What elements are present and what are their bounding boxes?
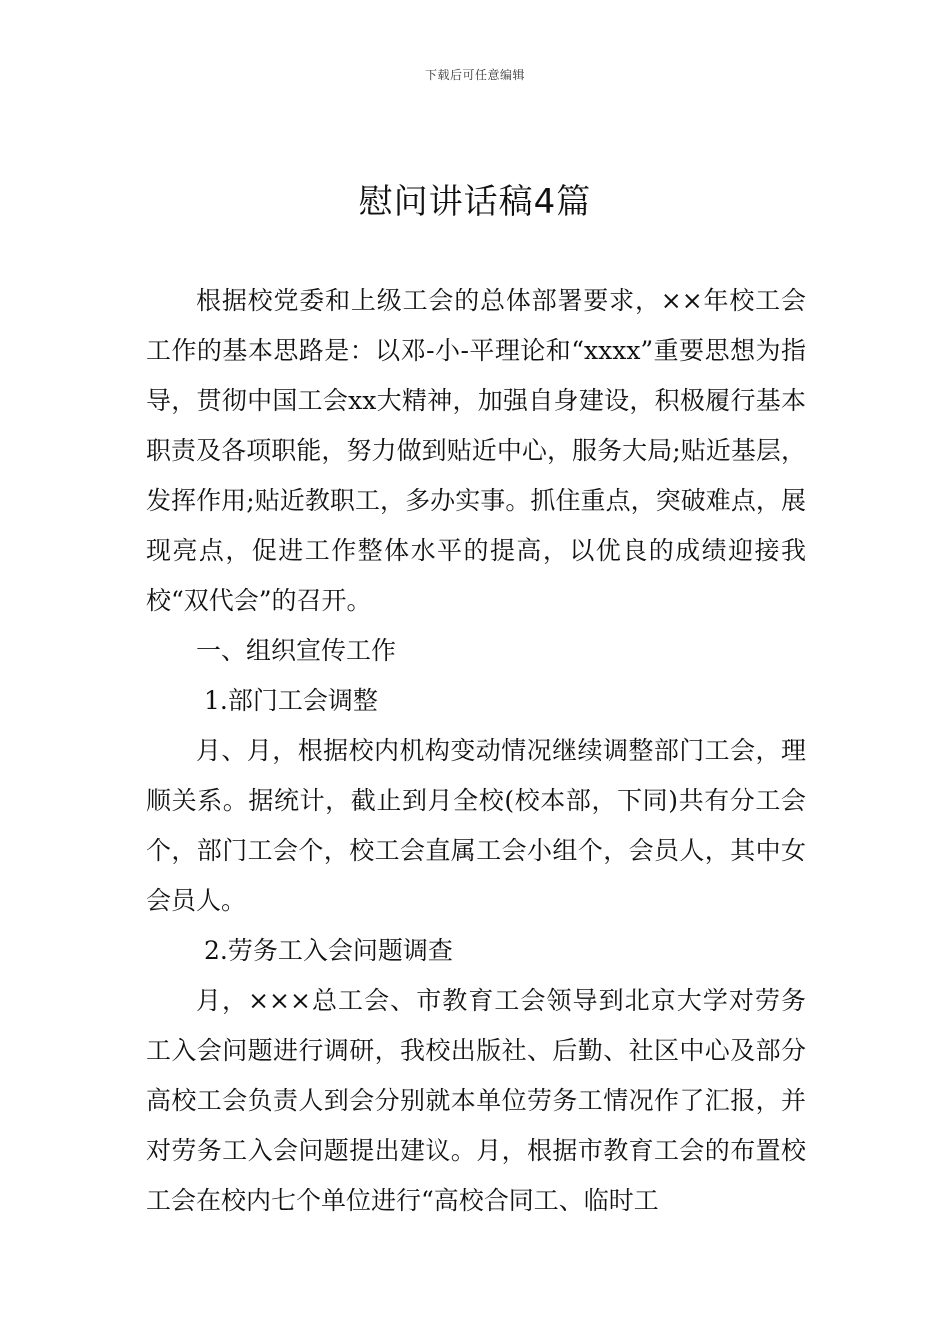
subsection-heading-department-union: 1.部门工会调整 [204, 686, 378, 715]
paragraph-labor-survey: 月，×××总工会、市教育工会领导到北京大学对劳务工入会问题进行调研，我校出版社、后勤、社区中心及部分高校工会负责人到会分别就本单位劳务工情况作了汇报，并对劳务工入会问题提出建议。月，根据市教育工会的布置校工会在校内七个单位进行“高校合同工、临时工 [146, 986, 806, 1215]
document-title: 慰问讲话稿4篇 [358, 182, 592, 222]
document-body [146, 276, 806, 1226]
paragraph-department-union: 月、月，根据校内机构变动情况继续调整部门工会，理顺关系。据统计，截止到月全校(校本部，下同)共有分工会个，部门工会个，校工会直属工会小组个，会员人，其中女会员人。 [146, 736, 806, 915]
section-heading-organization: 一、组织宣传工作 [196, 636, 397, 665]
header-note: 下载后可任意编辑 [424, 68, 525, 82]
paragraph-intro: 根据校党委和上级工会的总体部署要求，××年校工会工作的基本思路是：以邓-小-平理论和“xxxx”重要思想为指导，贯彻中国工会xx大精神，加强自身建设，积极履行基本职责及各项职能，努力做到贴近中心，服务大局;贴近基层，发挥作用;贴近教职工，多办实事。抓住重点，突破难点，展现亮点，促进工作整体水平的提高，以优良的成绩迎接我校“双代会”的召开。 [146, 286, 806, 615]
subsection-heading-labor-survey: 2.劳务工入会问题调查 [204, 936, 453, 965]
